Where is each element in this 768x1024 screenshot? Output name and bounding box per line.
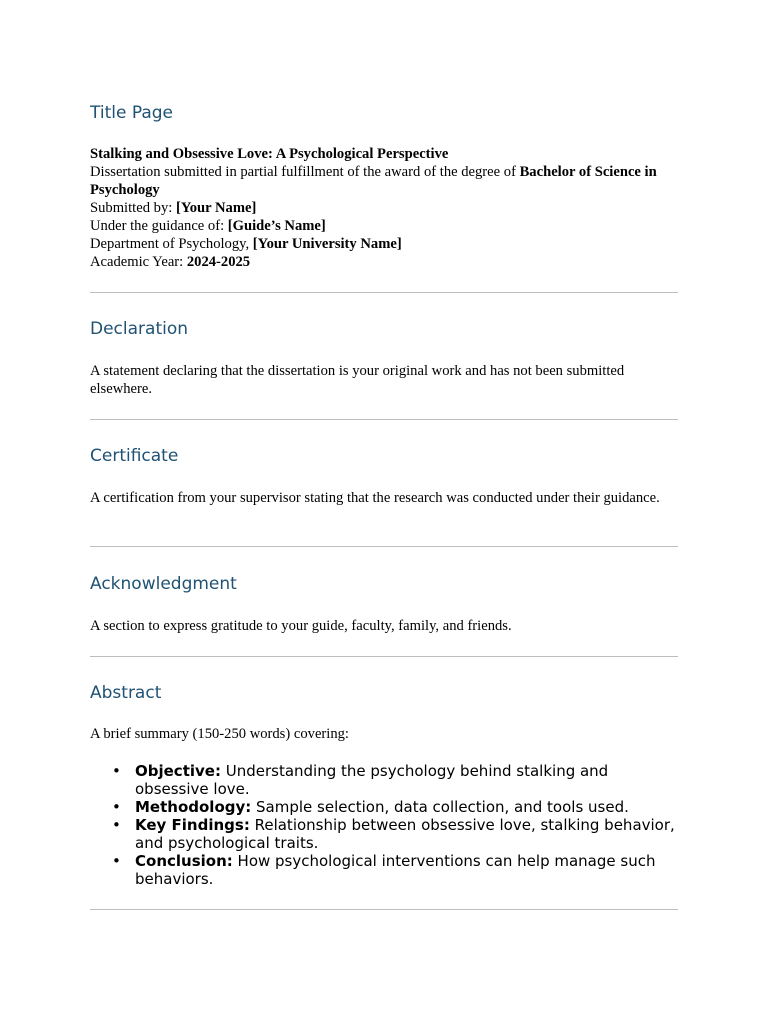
list-item-label: Conclusion: xyxy=(135,852,233,870)
list-item xyxy=(90,852,678,888)
certificate-heading: Certificate xyxy=(90,446,179,466)
section-divider xyxy=(90,546,678,547)
list-item-label: Objective: xyxy=(135,762,221,780)
degree-line: Dissertation submitted in partial fulfillment of the award of the degree of Bachelor of Science in Psychology xyxy=(90,164,657,198)
bullet-icon: • xyxy=(112,798,121,816)
list-item-text: How psychological interventions can help manage such behaviors. xyxy=(135,852,656,888)
list-item-label: Key Findings: xyxy=(135,816,250,834)
university-name: [Your University Name] xyxy=(252,236,402,252)
declaration-text: A statement declaring that the dissertation is your original work and has not been submitted elsewhere. xyxy=(90,363,625,397)
title-page-block xyxy=(90,145,678,271)
abstract-list xyxy=(90,762,678,888)
list-item-text: Relationship between obsessive love, stalking behavior, and psychological traits. xyxy=(135,816,675,852)
list-item-label: Methodology: xyxy=(135,798,252,816)
guidance-line: Under the guidance of: [Guide’s Name] xyxy=(90,218,326,234)
academic-year-line: Academic Year: 2024-2025 xyxy=(90,254,251,270)
list-item xyxy=(90,762,678,798)
academic-year-value: 2024-2025 xyxy=(186,254,251,270)
section-divider xyxy=(90,419,678,420)
bullet-icon: • xyxy=(112,762,121,780)
abstract-intro: A brief summary (150-250 words) covering: xyxy=(90,726,349,742)
guide-name: [Guide’s Name] xyxy=(227,218,326,234)
degree-name: Bachelor of Science in Psychology xyxy=(90,164,657,198)
declaration-heading: Declaration xyxy=(90,319,189,339)
title-page-heading: Title Page xyxy=(90,103,173,123)
section-divider xyxy=(90,656,678,657)
list-item-text: Sample selection, data collection, and tools used. xyxy=(251,798,629,816)
dissertation-title: Stalking and Obsessive Love: A Psychological Perspective xyxy=(90,146,449,162)
bullet-icon: • xyxy=(112,852,121,870)
section-divider xyxy=(90,292,678,293)
acknowledgment-heading: Acknowledgment xyxy=(90,574,237,594)
certificate-text: A certification from your supervisor stating that the research was conducted under their guidance. xyxy=(90,490,660,506)
list-item-text: Understanding the psychology behind stalking and obsessive love. xyxy=(135,762,609,798)
list-item xyxy=(90,798,678,816)
submitted-by-line: Submitted by: [Your Name] xyxy=(90,200,257,216)
submitted-by-value: [Your Name] xyxy=(175,200,257,216)
section-divider xyxy=(90,909,678,910)
bullet-icon: • xyxy=(112,816,121,834)
department-line: Department of Psychology, [Your University Name] xyxy=(90,236,402,252)
acknowledgment-text: A section to express gratitude to your guide, faculty, family, and friends. xyxy=(90,618,512,634)
abstract-heading: Abstract xyxy=(90,683,162,703)
list-item xyxy=(90,816,678,852)
